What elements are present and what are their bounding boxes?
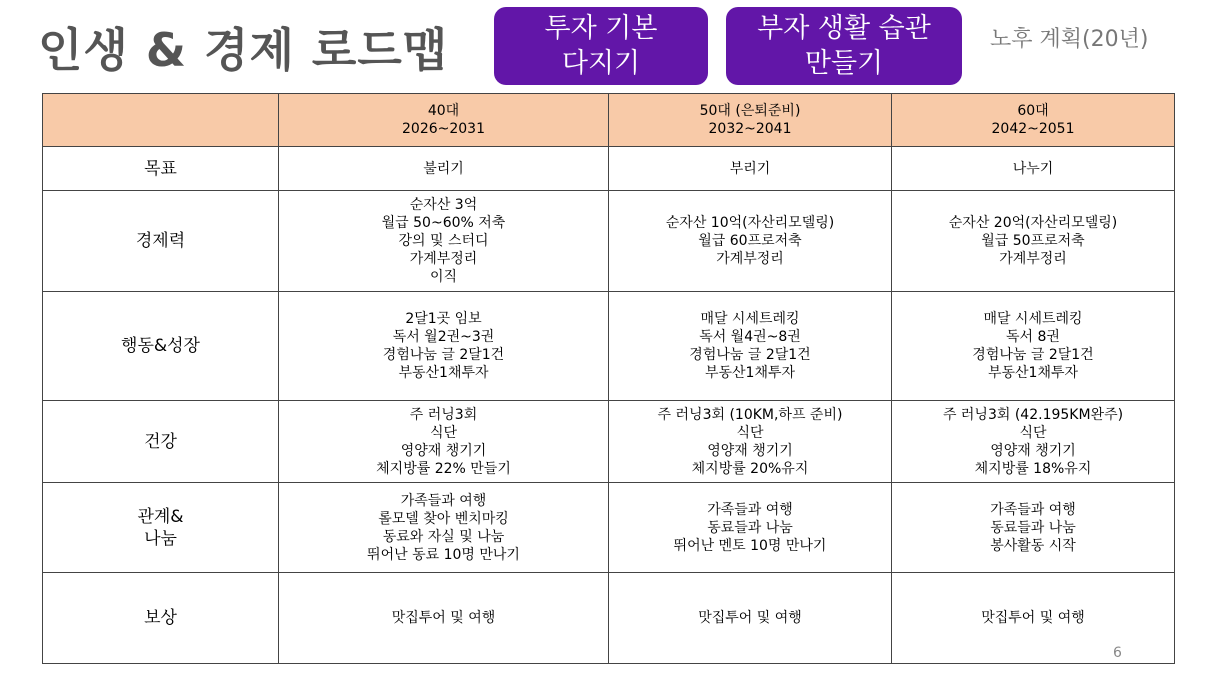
table-cell: 2달1곳 임보 독서 월2권~3권 경험나눔 글 2달1건 부동산1채투자	[279, 292, 609, 401]
table-cell: 나누기	[892, 147, 1175, 191]
page-title: 인생 & 경제 로드맵	[38, 23, 449, 77]
table-cell: 맛집투어 및 여행	[892, 573, 1175, 664]
table-row-health	[43, 401, 1175, 483]
row-label: 경제력	[43, 191, 279, 292]
pill-rich-habits	[726, 7, 962, 85]
header-cell-empty	[43, 94, 279, 147]
side-note: 노후 계획(20년)	[990, 27, 1149, 52]
table-cell: 맛집투어 및 여행	[609, 573, 892, 664]
table-cell: 가족들과 여행 동료들과 나눔 봉사활동 시작	[892, 483, 1175, 573]
table-row-goal	[43, 147, 1175, 191]
table-cell: 가족들과 여행 동료들과 나눔 뛰어난 멘토 10명 만나기	[609, 483, 892, 573]
row-label: 행동&성장	[43, 292, 279, 401]
pill-label-line1: 부자 생활 습관	[757, 13, 931, 44]
roadmap-table	[42, 93, 1175, 664]
table-cell: 매달 시세트레킹 독서 8권 경험나눔 글 2달1건 부동산1채투자	[892, 292, 1175, 401]
table-cell: 불리기	[279, 147, 609, 191]
pill-label-line2: 다지기	[561, 48, 641, 79]
table-cell: 주 러닝3회 (42.195KM완주) 식단 영양재 챙기기 체지방률 18%유지	[892, 401, 1175, 483]
page-number: 6	[1113, 645, 1122, 661]
table-cell: 부리기	[609, 147, 892, 191]
header-cell-50s: 50대 (은퇴준비) 2032~2041	[609, 94, 892, 147]
header-cell-40s: 40대 2026~2031	[279, 94, 609, 147]
table-row-relationships	[43, 483, 1175, 573]
pill-label-line1: 투자 기본	[544, 13, 658, 44]
row-label: 목표	[43, 147, 279, 191]
table-cell: 매달 시세트레킹 독서 월4권~8권 경험나눔 글 2달1건 부동산1채투자	[609, 292, 892, 401]
table-cell: 순자산 20억(자산리모델링) 월급 50프로저축 가계부정리	[892, 191, 1175, 292]
table-cell: 주 러닝3회 (10KM,하프 준비) 식단 영양재 챙기기 체지방률 20%유지	[609, 401, 892, 483]
pill-label-line2: 만들기	[804, 48, 884, 79]
table-cell: 가족들과 여행 롤모델 찾아 벤치마킹 동료와 자실 및 나눔 뛰어난 동료 10명 만나기	[279, 483, 609, 573]
table-cell: 순자산 10억(자산리모델링) 월급 60프로저축 가계부정리	[609, 191, 892, 292]
table-row-action-growth	[43, 292, 1175, 401]
table-cell: 맛집투어 및 여행	[279, 573, 609, 664]
table-header-row	[43, 94, 1175, 147]
row-label: 관계& 나눔	[43, 483, 279, 573]
header-cell-60s: 60대 2042~2051	[892, 94, 1175, 147]
row-label: 건강	[43, 401, 279, 483]
table-cell: 주 러닝3회 식단 영양재 챙기기 체지방률 22% 만들기	[279, 401, 609, 483]
table-cell: 순자산 3억 월급 50~60% 저축 강의 및 스터디 가계부정리 이직	[279, 191, 609, 292]
pill-investment-basics	[494, 7, 708, 85]
row-label: 보상	[43, 573, 279, 664]
table-row-economy	[43, 191, 1175, 292]
table-row-reward	[43, 573, 1175, 664]
